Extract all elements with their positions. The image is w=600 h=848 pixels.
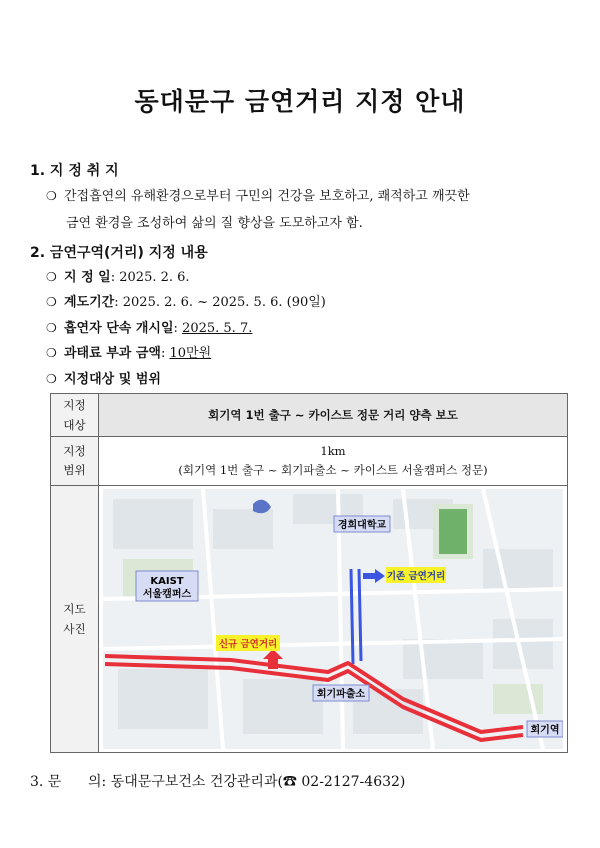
item-label: 지 정 일 bbox=[64, 270, 111, 285]
item-value: 2025. 2. 6. ~ 2025. 5. 6. (90일) bbox=[122, 295, 326, 310]
existing-street-line bbox=[351, 569, 353, 664]
row-header-map bbox=[51, 486, 99, 753]
section-1-line-1: 간접흡연의 유해환경으로부터 구민의 건강을 보호하고, 쾌적하고 깨끗한 bbox=[64, 189, 470, 204]
item-enforcement-start bbox=[46, 317, 252, 336]
header-text: 지도 bbox=[63, 602, 86, 616]
bullet-icon: ❍ bbox=[46, 372, 57, 386]
existing-label: 기존 금연거리 bbox=[386, 571, 446, 582]
existing-street-line bbox=[359, 569, 361, 661]
table-row bbox=[51, 394, 568, 437]
header-text: 대상 bbox=[63, 418, 86, 432]
item-label: 과태료 부과 금액 bbox=[64, 346, 161, 361]
kaist-label: KAIST bbox=[150, 576, 184, 587]
bullet-icon: ❍ bbox=[46, 295, 57, 309]
kaist-label: 서울캠퍼스 bbox=[142, 589, 192, 600]
contact-value: 동대문구보건소 건강관리과(☎ 02-2127-4632) bbox=[110, 774, 406, 790]
section-1-heading: 1. 지 정 취 지 bbox=[30, 163, 119, 179]
item-label: 계도기간 bbox=[64, 295, 115, 310]
item-sep: : bbox=[114, 295, 119, 310]
khu-label: 경희대학교 bbox=[337, 520, 387, 531]
section-1-line-2: 금연 환경을 조성하여 삶의 질 향상을 도모하고자 함. bbox=[66, 216, 363, 231]
designation-table bbox=[50, 393, 568, 753]
item-sep: : bbox=[110, 270, 116, 285]
section-1-text bbox=[46, 185, 470, 204]
header-text: 사진 bbox=[63, 622, 86, 636]
item-label: 흡연자 단속 개시일 bbox=[64, 321, 174, 336]
bullet-icon: ❍ bbox=[46, 270, 57, 284]
header-text: 지정 bbox=[63, 398, 86, 412]
item-sep: : bbox=[173, 321, 178, 336]
table-row bbox=[51, 486, 568, 753]
contact-line bbox=[30, 771, 405, 791]
row-header-target bbox=[51, 394, 99, 437]
map-cell bbox=[99, 486, 568, 753]
item-label: 지정대상 및 범위 bbox=[64, 372, 161, 387]
section-2-heading: 2. 금연구역(거리) 지정 내용 bbox=[30, 245, 208, 261]
item-value: 10만원 bbox=[169, 346, 212, 361]
range-distance: 1km bbox=[320, 444, 346, 458]
item-scope bbox=[46, 368, 161, 387]
contact-label: 3. 문 의: bbox=[30, 774, 107, 790]
map-field bbox=[439, 509, 467, 554]
bullet-icon: ❍ bbox=[46, 321, 57, 335]
header-text: 범위 bbox=[63, 463, 86, 477]
item-guidance-period bbox=[46, 291, 326, 310]
item-date bbox=[46, 266, 190, 285]
item-sep: : bbox=[160, 346, 166, 361]
new-street-label: 신규 금연거리 bbox=[218, 639, 278, 650]
police-label: 회기파출소 bbox=[316, 689, 366, 700]
bullet-icon: ❍ bbox=[46, 189, 57, 203]
range-detail: (회기역 1번 출구 ~ 회기파출소 ~ 카이스트 서울캠퍼스 정문) bbox=[178, 463, 488, 477]
item-value: 2025. 2. 6. bbox=[119, 270, 190, 285]
item-fine-amount bbox=[46, 342, 211, 361]
range-value bbox=[99, 437, 568, 486]
row-header-range bbox=[51, 437, 99, 486]
station-label: 회기역 bbox=[530, 725, 560, 736]
table-row bbox=[51, 437, 568, 486]
bullet-icon: ❍ bbox=[46, 346, 57, 360]
target-value: 회기역 1번 출구 ~ 카이스트 정문 거리 양측 보도 bbox=[99, 394, 568, 437]
item-value: 2025. 5. 7. bbox=[182, 321, 253, 336]
header-text: 지정 bbox=[63, 444, 86, 458]
page-title: 동대문구 금연거리 지정 안내 bbox=[134, 87, 466, 116]
map-image bbox=[103, 489, 563, 749]
